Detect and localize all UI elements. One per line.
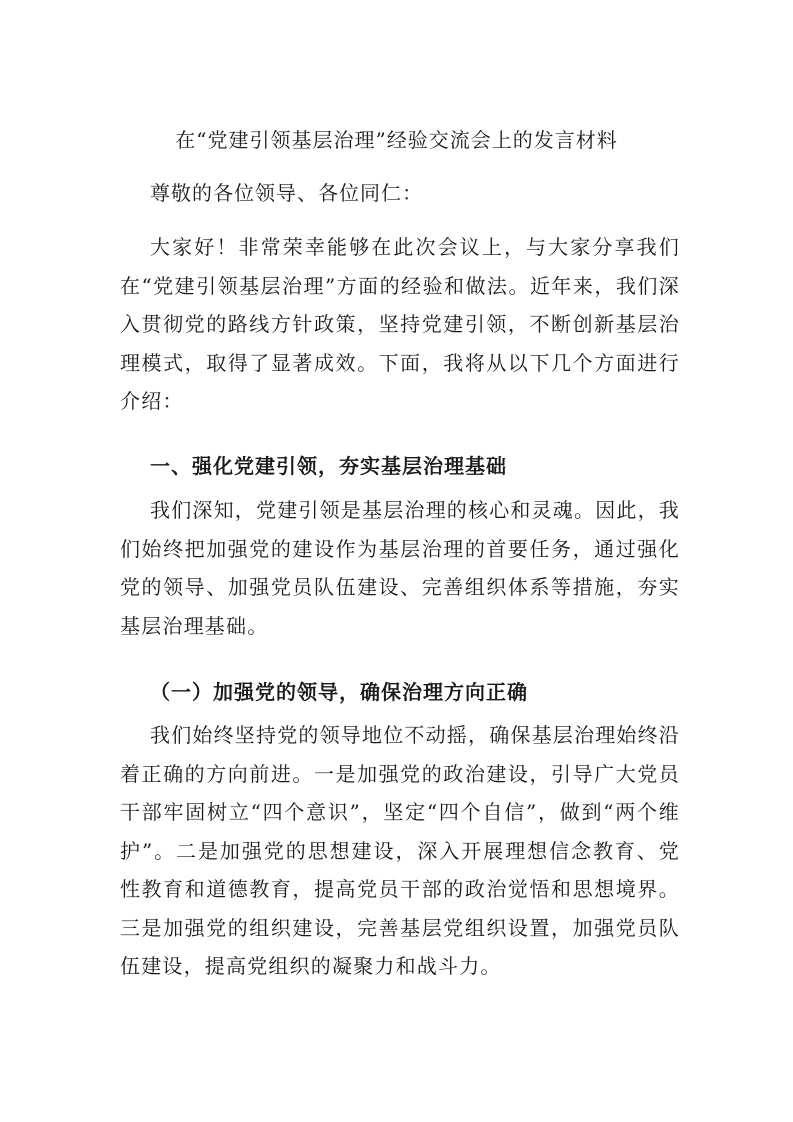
section-heading-1: 一、强化党建引领，夯实基层治理基础 bbox=[150, 454, 507, 478]
subsection-heading-1: （一）加强党的领导，确保治理方向正确 bbox=[150, 680, 528, 704]
paragraph-intro: 大家好！非常荣幸能够在此次会议上，与大家分享我们在“党建引领基层治理”方面的经验和做法。近年来，我们深入贯彻党的路线方针政策，坚持党建引领，不断创新基层治理模式，取得了显著成效。下面，我将从以下几个方面进行介绍： bbox=[120, 235, 680, 413]
paragraph-subsection-1: 我们始终坚持党的领导地位不动摇，确保基层治理始终沿着正确的方向前进。一是加强党的政治建设，引导广大党员干部牢固树立“四个意识”，坚定“四个自信”，做到“两个维护”。二是加强党的思想建设，深入开展理想信念教育、党性教育和道德教育，提高党员干部的政治觉悟和思想境界。三是加强党的组织建设，完善基层党组织设置，加强党员队伍建设，提高党组织的凝聚力和战斗力。 bbox=[120, 723, 680, 978]
greeting: 尊敬的各位领导、各位同仁： bbox=[150, 181, 423, 205]
document-title: 在“党建引领基层治理”经验交流会上的发言材料 bbox=[175, 128, 618, 152]
paragraph-section-1: 我们深知，党建引领是基层治理的核心和灵魂。因此，我们始终把加强党的建设作为基层治理的首要任务，通过强化党的领导、加强党员队伍建设、完善组织体系等措施，夯实基层治理基础。 bbox=[120, 498, 680, 638]
